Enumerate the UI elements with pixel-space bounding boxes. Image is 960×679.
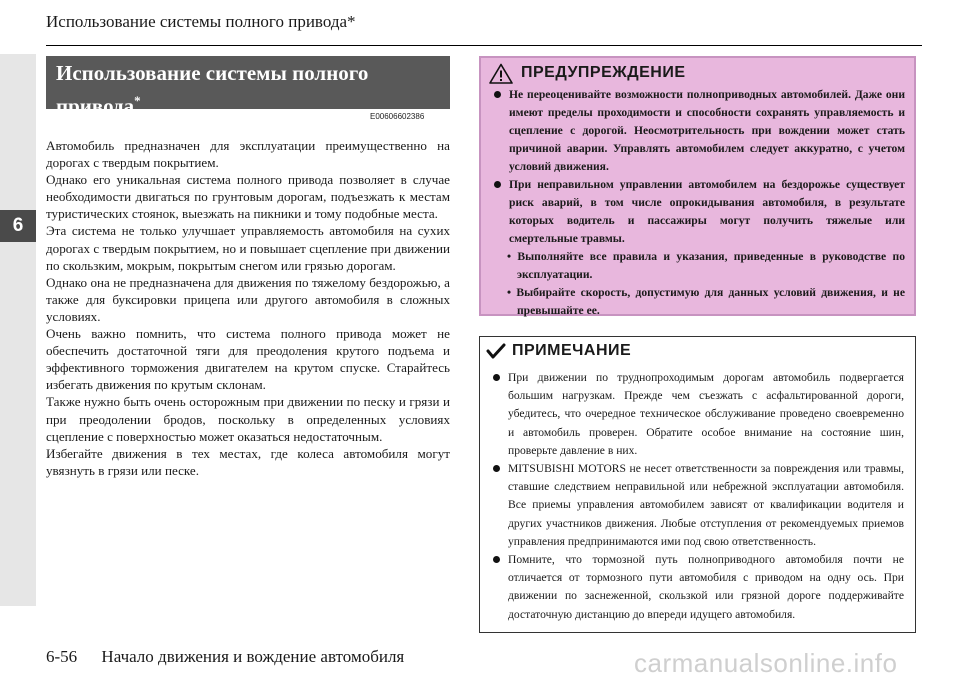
note-item — [492, 551, 904, 624]
note-label: ПРИМЕЧАНИЕ — [512, 342, 632, 359]
note-checkmark-icon — [486, 342, 506, 360]
warning-subitem: • Выбирайте скорость, допустимую для данных условий движения, и не превышайте ее. — [507, 286, 905, 317]
warning-item-text: Не переоценивайте возможности полноприводных автомобилей. Даже они имеют пределы проходимости и способности сохранять управляемость и сцепление с дорогой. Неосмотрительность при вождении может стать причиной аварии. Управлять автомобилем следует аккуратно, с учетом условий движения. — [509, 88, 905, 173]
warning-item — [493, 86, 905, 176]
note-box — [479, 336, 916, 633]
bullet-icon — [494, 181, 501, 188]
bullet-icon — [493, 374, 500, 381]
page-header-title: Использование системы полного привода* — [46, 12, 356, 31]
note-item-text: При движении по труднопроходимым дорогам автомобиль подвергается большим нагрузкам. Прежде чем съезжать с асфальтированной дороги, убедитесь, что очередное техническое обслуживание проведено своевременно и автомобиль проверен. Обратите особое внимание на состояние шин, проверьте давление в них. — [508, 371, 904, 457]
warning-list — [493, 86, 905, 320]
note-list — [492, 369, 904, 624]
watermark: carmanualsonline.info — [634, 648, 898, 678]
header-divider — [46, 45, 922, 46]
paragraph: Также нужно быть очень осторожным при движении по песку и грязи и при преодолении бродов, поскольку в определенных условиях сцепление с поверхностью может оказаться недостаточным. — [46, 394, 450, 444]
warning-box — [479, 56, 916, 316]
note-item — [492, 369, 904, 460]
footer-chapter-title: Начало движения и вождение автомобиля — [101, 647, 405, 666]
paragraph: Очень важно помнить, что система полного привода может не обеспечить достаточной тяги для преодоления крутого подъема и эффективного торможения двигателем на крутом спуске. Старайтесь избегать движения по крутым склонам. — [46, 326, 450, 393]
page-footer — [46, 647, 404, 667]
paragraph: Однако она не предназначена для движения по тяжелому бездорожью, а также для буксировки прицепа или другого автомобиля в сложных условиях. — [46, 274, 450, 324]
paragraph: Однако его уникальная система полного привода позволяет в случае необходимости двигаться по грунтовым дорогам, подъезжать к местам туристических стоянок, выезжать на пикники и тому подобные места. — [46, 172, 450, 222]
document-code: E00606602386 — [370, 112, 425, 121]
bullet-icon — [494, 91, 501, 98]
warning-item — [493, 176, 905, 248]
note-header — [486, 342, 631, 360]
warning-subitem: • Выполняйте все правила и указания, приведенные в руководстве по эксплуатации. — [507, 250, 905, 281]
paragraph: Автомобиль предназначен для эксплуатации преимущественно на дорогах с твердым покрытием. — [46, 138, 450, 171]
section-asterisk: * — [134, 93, 141, 108]
note-item-text: Помните, что тормозной путь полноприводного автомобиля почти не отличается от тормозного пути автомобиля с приводом на одну ось. При движении по заснеженной, скользкой или грязной дороге поддерживайте достаточную дистанцию до впереди идущего автомобиля. — [508, 553, 904, 621]
body-text — [46, 137, 450, 479]
note-item-text: MITSUBISHI MOTORS не несет ответственности за повреждения или травмы, ставшие следствием неправильной или небрежной эксплуатации автомобиля. Все приемы управления автомобилем зависят от квалификации водителя и других участников движения. Любые отступления от рекомендуемых приемов управления предпринимаются ими под свою ответственность. — [508, 462, 904, 548]
warning-triangle-icon — [489, 63, 513, 84]
note-item — [492, 460, 904, 551]
chapter-tab: 6 — [0, 210, 36, 242]
warning-item-text: При неправильном управлении автомобилем на бездорожье существует риск аварий, в том числе опрокидывания автомобиля, в результате которых водитель и пассажиры могут получить тяжелые или смертельные травмы. — [509, 178, 905, 245]
warning-label: ПРЕДУПРЕЖДЕНИЕ — [521, 64, 686, 81]
paragraph: Эта система не только улучшает управляемость автомобиля на сухих дорогах с твердым покрытием, но и повышает сцепление при движении по скользким, мокрым, покрытым снегом или грязью дорогам. — [46, 223, 450, 273]
section-title-line2: привода — [56, 94, 135, 118]
chapter-sidebar — [0, 54, 36, 606]
warning-header — [489, 62, 686, 84]
paragraph: Избегайте движения в тех местах, где колеса автомобиля могут увязнуть в грязи или песке. — [46, 445, 450, 478]
bullet-icon — [493, 556, 500, 563]
section-title-line1: Использование системы полного — [56, 61, 369, 85]
bullet-icon — [493, 465, 500, 472]
page-number: 6-56 — [46, 647, 78, 666]
